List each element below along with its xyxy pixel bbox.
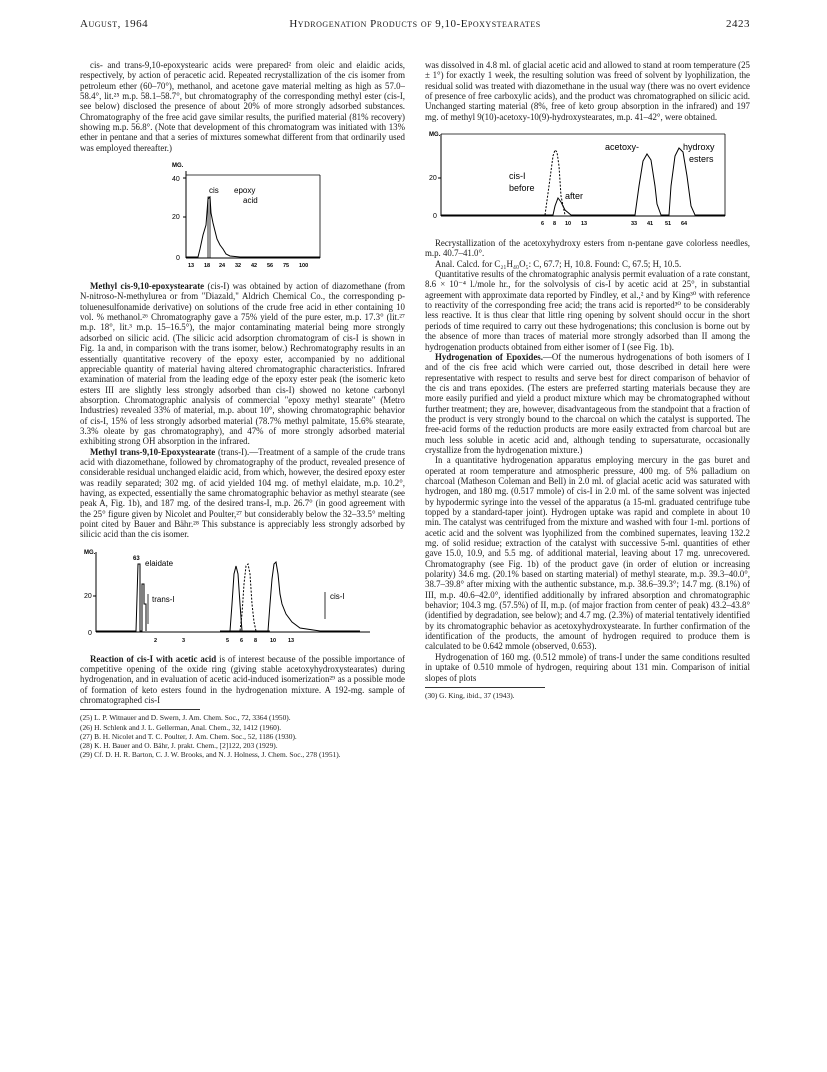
- x-tick: 5: [226, 637, 230, 644]
- paragraph-epoxy-acids: cis- and trans-9,10-epoxystearic acids were prepared² from oleic and elaidic acids, respectively, by action of peracetic acid. Repeated recrystallization of the cis isomer from petroleum ether (60–70°), methanol, and acetone gave material melting as high as 57.0–58.4°, lit.²⁵ m.p. 58.1–58.7°, but chromatography of the corresponding methyl ester (cis-I, see below) disclosed the presence of about 20% of more strongly adsorbed substances. Chromatography of the free acid gave similar results, the purified material (81% recovery) showing m.p. 56.8°. (Note that development of this chromatogram was initiated with 13% ether in pentane and that a series of mixtures somewhat different from that ordinarily used was employed thereafter.): [80, 60, 405, 153]
- x-tick: 13: [188, 263, 195, 270]
- x-tick: 75: [283, 263, 290, 270]
- section-head-methyl-cis: Methyl cis-9,10-epoxystearate: [90, 281, 205, 292]
- trace-elaidate: [96, 564, 146, 631]
- left-column: [80, 60, 405, 759]
- x-tick: 42: [251, 263, 258, 270]
- y-tick-0: 0: [176, 255, 180, 263]
- paragraph-apparatus: In a quantitative hydrogenation apparatus employing mercury in the gas buret and operated at room temperature and atmospheric pressure, 400 mg. of 5% palladium on charcoal (Matheson Coleman and Bell) in 2.0 ml. of glacial acetic acid was saturated with hydrogen, and 180 mg. (0.517 mmole) of cis-I in 2.0 ml. of the same solvent was injected by hypodermic syringe into the vessel of the apparatus (a 15-ml. graduated centrifuge tube topped by a standard-taper joint). Hydrogen uptake was rapid and complete in about 10 min. The catalyst was centrifuged from the mixture and washed with four 1-ml. portions of acetic acid and the solvent was lyophilized from the combined supernates, leaving 132.2 mg. of solid residue; extraction of the catalyst with successive 5-ml. quantities of ether gave 15.0, 10.9, and 5.5 mg. of additional material, leaving about 17 mg. unrecovered. Chromatography (see Fig. 1b) of the product gave (in order of elution or increasing polarity) 34.6 mg. (20.1% based on starting material) of methyl stearate, m.p. 39.3–40.0°, 38.7–39.8° after mixing with the authentic substance, m.p. 38.6–39.3°; 14.7 mg. (8.1%) of III, m.p. 40.6–42.0°, identified additionally by infrared absorption and chromatographic behavior; 104.3 mg. (57.5%) of II, m.p. (of major fraction from center of peak) 43.2–43.8° (identified by degradation, see below); and 4.7 mg. (2.3%) of material tentatively identified by its chromatographic behavior as acetoxyhydroxystearate. In further confirmation of the identification of the products, the amount of hydrogen required to produce them is calculated to be 0.642 mmole (observed, 0.653).: [425, 455, 750, 652]
- chromatogram-trace: [186, 197, 320, 257]
- footnote: (25) L. P. Witnauer and D. Swern, J. Am. Chem. Soc., 72, 3364 (1950).: [80, 713, 291, 723]
- right-column: [425, 60, 750, 700]
- footnote-rule: [425, 687, 545, 688]
- y-tick-20: 20: [172, 214, 180, 222]
- trace-trans-I: [230, 564, 270, 631]
- paragraph-reaction-acetic: Reaction of cis-I with acetic acid is of interest because of the possible importance of competitive opening of the oxide ring (giving stable acetoxyhydroxystearates) during hydrogenation, and in evaluation of acetic acid-induced isomerization²⁹ as a possible mode of formation of keto esters found in the hydrogenation mixture. A 192-mg. sample of chromatographed cis-I: [80, 653, 405, 706]
- label-acid: acid: [243, 196, 258, 206]
- paragraph-methyl-trans: Methyl trans-9,10-Epoxystearate (trans-I).—Treatment of a sample of the crude trans acid with diazomethane, followed by chromatography of the product, revealed presence of considerable residual unchanged elaidic acid, from which, however, the desired epoxy ester was readily separated; 302 mg. of acid yielded 104 mg. of methyl elaidate, m.p. 10.2°, having, as expected, essentially the same chromatographic behavior as methyl stearate (see peak A, Fig. 1b), and 187 mg. of the desired trans-I, m.p. 26.7° (in good agreement with the 25° figure given by Nicolet and Poulter,²⁷ but considerably below the 32–33.5° melting point cited by Bauer and Bähr.²⁸ This substance is appreciably less strongly adsorbed by silicic acid than the cis isomer.: [80, 446, 405, 540]
- chart-cis-epoxy-acid: [80, 157, 405, 275]
- label-before: before: [509, 183, 535, 194]
- y-axis-label: MG.: [172, 163, 184, 170]
- section-head-methyl-trans: Methyl trans-9,10-Epoxystearate: [90, 446, 216, 457]
- x-tick: 18: [204, 263, 211, 270]
- x-tick: 64: [681, 221, 688, 228]
- page-number: 2423: [726, 18, 750, 30]
- footnote: (28) K. H. Bauer and O. Bähr, J. prakt. Chem., [2]122, 203 (1929).: [80, 741, 278, 751]
- figure-acetoxy-chromatogram: [425, 126, 750, 232]
- y-tick-40: 40: [172, 176, 180, 184]
- y-axis-label: MG.: [84, 549, 96, 556]
- label-acetoxy: acetoxy-: [605, 142, 640, 153]
- paragraph-continuation: was dissolved in 4.8 ml. of glacial acetic acid and allowed to stand at room temperature (25 ± 1°) for exactly 1 week, the resulting solution was freed of solvent by lyophilization, the residual solid was treated with diazomethane in the usual way (there was no overt evidence of presence of free carboxylic acids), and the product was chromatographed on silicic acid. Unchanged starting material (8%, free of keto group absorption in the infrared) and 197 mg. of methyl 9(10)-acetoxy-10(9)-hydroxystearates, m.p. 41–42°, were obtained.: [425, 60, 750, 122]
- y-tick-0: 0: [88, 629, 92, 637]
- footnote: (30) G. King, ibid., 37 (1943).: [425, 690, 515, 700]
- label-hydroxy: hydroxy: [683, 142, 715, 153]
- chart-acetoxy-hydroxy: [425, 126, 750, 232]
- footnote: (26) H. Schlenk and J. L. Gellerman, Anal. Chem., 32, 1412 (1960).: [80, 722, 282, 732]
- footnotes-left: [80, 713, 405, 759]
- footnote: (27) B. H. Nicolet and T. C. Poulter, J. Am. Chem. Soc., 52, 1186 (1930).: [80, 731, 297, 741]
- x-tick: 33: [631, 221, 638, 228]
- x-tick: 6: [541, 221, 545, 228]
- label-elaidate: elaidate: [145, 558, 174, 568]
- header-date: August, 1964: [80, 18, 149, 30]
- label-63: 63: [133, 555, 140, 562]
- paragraph-methyl-cis: Methyl cis-9,10-epoxystearate (cis-I) was obtained by action of diazomethane (from N-nitroso-N-methylurea or from "Diazald," Aldrich Chemical Co., the corresponding p-toluenesulfonamide derivative) on solutions of the crude free acid in ether containing 10 vol. % methanol.²⁶ Chromatography gave a 75% yield of the pure ester, m.p. 17.3° (lit.²⁷ m.p. 18°, lit.³ m.p. 15–16.5°), the major contaminating material being more strongly adsorbed on silicic acid. (The silicic acid adsorption chromatogram of cis-I is shown in Fig. 1a and, in comparison with the trans isomer, below.) Rechromatography results in an essentially quantitative recovery of the epoxy ester, accompanied by no additional appreciable quantity of material having altered chromatographic characteristics. Infrared examination of material from the leading edge of the epoxy ester peak (the isomeric keto esters III are slightly less strongly adsorbed than cis-I) showed no ketone carbonyl absorption. Chromatographic analysis of commercial "epoxy methyl stearate" (Metro Industries) revealed 33% of material, m.p. about 10°, showing chromatographic behavior of cis-I, 15% of less strongly adsorbed material (78.7% methyl palmitate, 15.6% stearate, 3.3% oleate by gas chromatography), and 47% of more strongly adsorbed material exhibiting strong OH absorption in the infrared.: [80, 281, 406, 447]
- x-tick: 13: [581, 221, 588, 228]
- paragraph-trans-hydrogenation: Hydrogenation of 160 mg. (0.512 mmole) of trans-I under the same conditions resulted in uptake of 0.510 mmole of hydrogen, requiring about 131 min. Comparison of initial slopes of plots: [425, 651, 750, 683]
- label-cis-I: cis-I: [330, 591, 345, 601]
- figure-cis-acid-chromatogram: [80, 157, 405, 275]
- x-tick: 56: [267, 263, 274, 270]
- chart-trans-cis-comparison: [80, 544, 405, 648]
- footnote-rule: [80, 709, 200, 710]
- running-header: [80, 18, 750, 34]
- figure-elaidate-chromatogram: [80, 544, 405, 648]
- x-tick: 51: [665, 221, 672, 228]
- x-tick: 100: [299, 263, 309, 270]
- paragraph-recrystallization: Recrystallization of the acetoxyhydroxy esters from n-pentane gave colorless needles, m.p. 40.7–41.0°.: [425, 238, 750, 259]
- x-tick: 32: [235, 263, 242, 270]
- y-tick-20: 20: [84, 592, 92, 600]
- y-axis-label: MG.: [429, 132, 441, 139]
- paragraph-analysis: Anal. Calcd. for C₂₁H₄₀O₅: C, 67.7; H, 10.8. Found: C, 67.5; H, 10.5.: [435, 258, 682, 269]
- label-trans-I: trans-I: [152, 594, 175, 604]
- header-title: Hydrogenation Products of 9,10-Epoxystearates: [289, 18, 541, 30]
- trace-after: [441, 148, 725, 215]
- x-tick: 24: [219, 263, 226, 270]
- x-tick: 13: [288, 637, 295, 644]
- x-tick: 8: [254, 637, 258, 644]
- label-after: after: [565, 191, 584, 202]
- x-tick: 10: [565, 221, 572, 228]
- x-tick: 10: [270, 637, 277, 644]
- y-tick-0: 0: [433, 213, 437, 221]
- x-tick: 8: [553, 221, 557, 228]
- label-esters: esters: [689, 154, 714, 165]
- footnote: (29) Cf. D. H. R. Barton, C. J. W. Brooks, and N. J. Holness, J. Chem. Soc., 278 (1951).: [80, 750, 341, 760]
- footnotes-right: [425, 691, 750, 700]
- x-tick: 3: [182, 637, 186, 644]
- section-head-hydrogenation: Hydrogenation of Epoxides.: [435, 351, 543, 362]
- label-epoxy: epoxy: [234, 186, 256, 196]
- paragraph-hydrogenation-epoxides: Hydrogenation of Epoxides.—Of the numerous hydrogenations of both isomers of I and of the cis free acid which were carried out, those described in detail here were representative with respect to results and serve best for direct comparison of behavior of the cis and trans epoxides. (The esters are preferred starting materials because they are more easily purified and yield a product mixture which may be chromatographed without further treatment; they are, however, disadvantageous from the standpoint that a fraction of the product is very strongly bound to the charcoal on which the catalyst is supported. The free-acid forms of the reduction products are more easily extracted from charcoal but are much less soluble in acetic acid and, although tending to supersaturate, occasionally crystallize from the hydrogenation mixture.): [425, 351, 750, 455]
- paragraph-quantitative: Quantitative results of the chromatographic analysis permit evaluation of a rate constant, 8.6 × 10⁻⁴ l./mole hr., for the solvolysis of cis-I by acetic acid at 25°, in substantial agreement with approximate data reported by Findley, et al.,² and by King³⁰ with reference to reactivity of the corresponding free acid; the trans acid is reported³⁰ to be considerably less reactive. It is thus clear that little ring opening by solvent should occur in the short periods of time required to carry out these hydrogenations; this conclusion is borne out by the absence of more than traces of material more strongly adsorbed than II among the hydrogenation products obtained from either isomer of I (see Fig. 1b).: [425, 269, 750, 352]
- label-cis: cis: [209, 186, 219, 196]
- x-tick: 6: [240, 637, 244, 644]
- x-tick: 41: [647, 221, 654, 228]
- x-tick: 2: [154, 637, 158, 644]
- section-head-reaction: Reaction of cis-I with acetic acid: [90, 653, 217, 664]
- y-tick-20: 20: [429, 175, 437, 183]
- label-cis-I: cis-I: [509, 171, 526, 182]
